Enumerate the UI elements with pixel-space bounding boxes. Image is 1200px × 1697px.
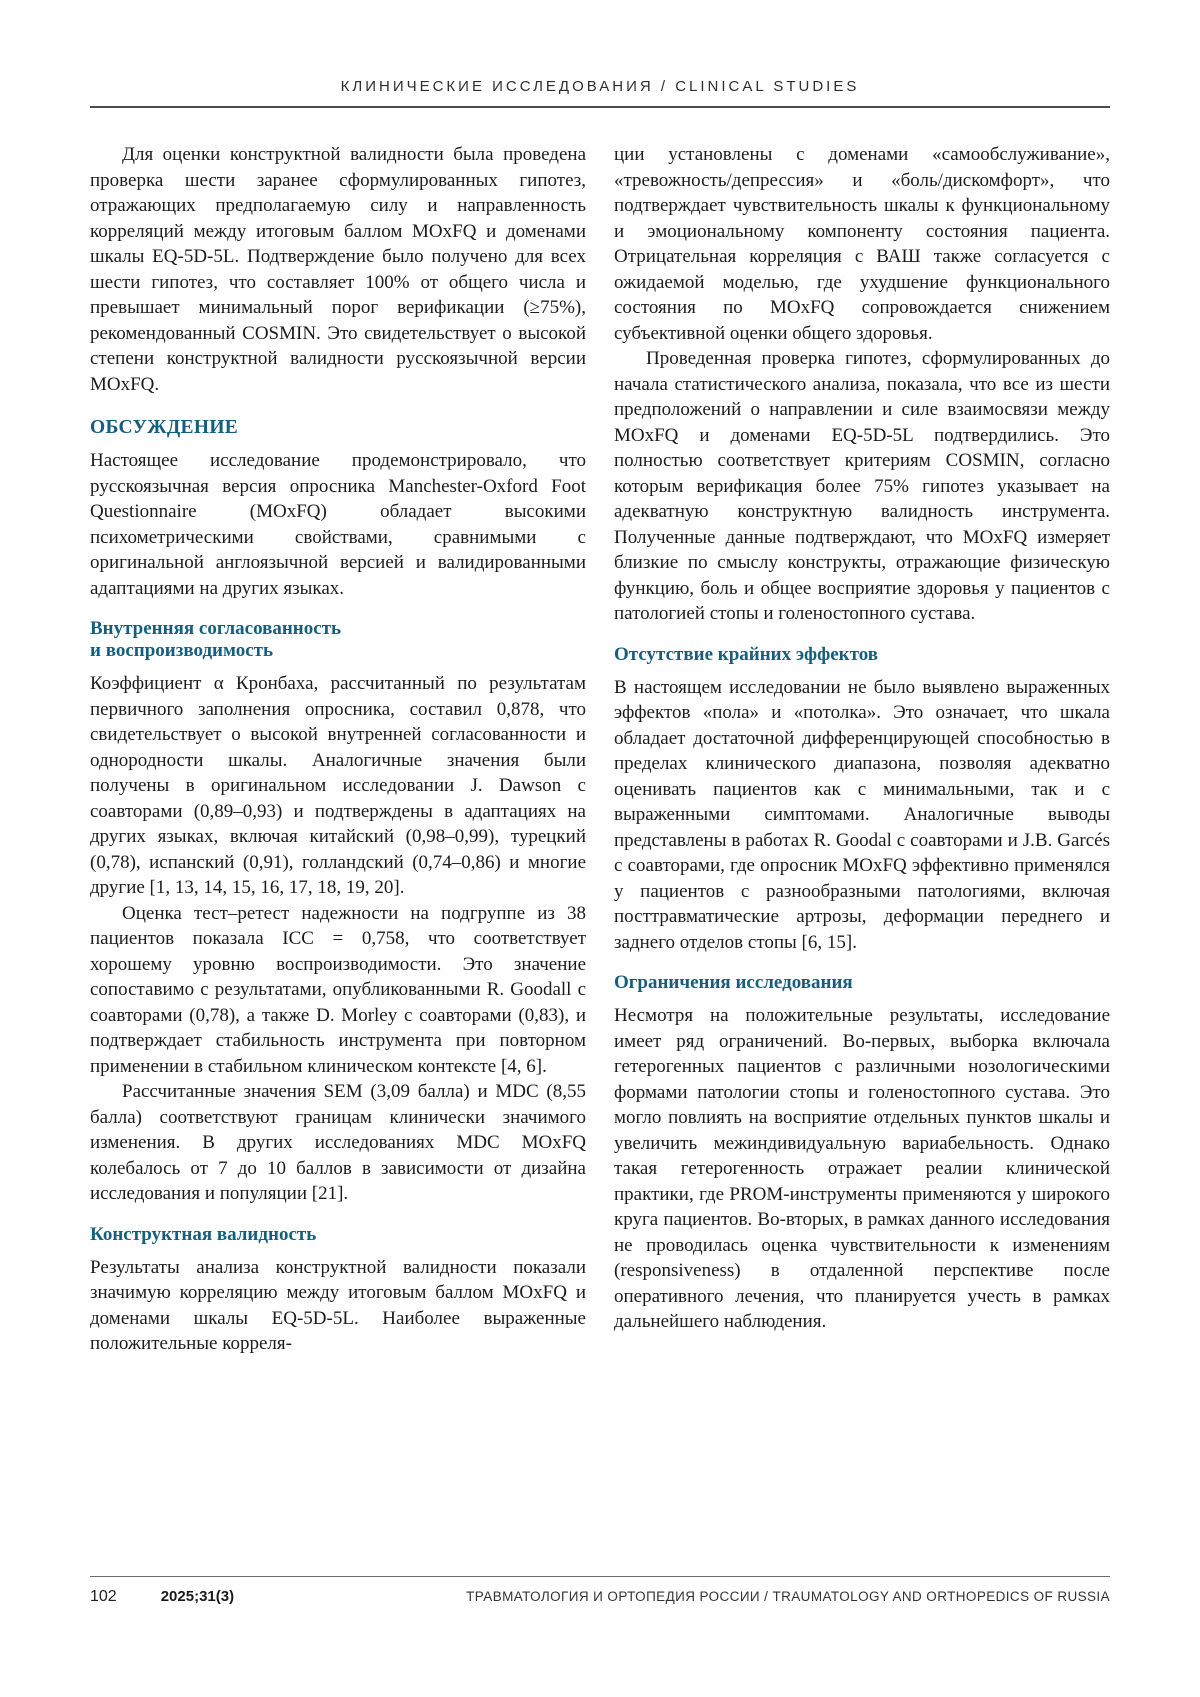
footer-row	[90, 1588, 1110, 1606]
paragraph-test-retest: Оценка тест–ретест надежности на подгруппе из 38 пациентов показала ICC = 0,758, что соответствует хорошему уровню воспроизводимости. Это значение сопоставимо с результатами, опубликованными R. Goodall с соавторами (0,78), а также D. Morley с соавторами (0,83), и подтверждает стабильность инструмента при повторном применении в стабильном клиническом контексте [4, 6].	[90, 902, 586, 1077]
paragraph-discussion-intro: Настоящее исследование продемонстрировало, что русскоязычная версия опросника Manchester-Oxford Foot Questionnaire (MOxFQ) обладает высокими психометрическими свойствами, сравнимыми с оригинальной англоязычной версией и валидированными адаптациями на других языках.	[90, 450, 586, 599]
subheading-construct-validity: Конструктная валидность	[90, 1223, 317, 1245]
section-heading-discussion: ОБСУЖДЕНИЕ	[90, 417, 239, 438]
subheading-floor-ceiling-effects: Отсутствие крайних эффектов	[614, 643, 878, 665]
header-rule	[90, 106, 1110, 108]
paragraph-sem-mdc: Рассчитанные значения SEM (3,09 балла) и MDC (8,55 балла) соответствуют границам клинически значимого изменения. В других исследованиях MDC MOxFQ колебалось от 7 до 10 баллов в зависимости от дизайна исследования и популяции [21].	[90, 1081, 586, 1204]
right-column	[614, 142, 1110, 1357]
paragraph-domain-correlations: ции установлены с доменами «самообслуживание», «тревожность/депрессия» и «боль/дискомфорт», что подтверждает чувствительность шкалы к функциональному и эмоциональному компоненту состояния пациента. Отрицательная корреляция с ВАШ также согласуется с ожидаемой моделью, где ухудшение функционального состояния по MOxFQ сопровождается снижением субъективной оценки общего здоровья.	[614, 144, 1110, 344]
paragraph-construct-validity-results: Результаты анализа конструктной валидности показали значимую корреляцию между итоговым баллом MOxFQ и доменами шкалы EQ-5D-5L. Наиболее выраженные положительные корреля-	[90, 1256, 586, 1354]
footer-rule	[90, 1576, 1110, 1577]
journal-title: ТРАВМАТОЛОГИЯ И ОРТОПЕДИЯ РОССИИ / TRAUMATOLOGY AND ORTHOPEDICS OF RUSSIA	[466, 1589, 1110, 1604]
running-head: КЛИНИЧЕСКИЕ ИССЛЕДОВАНИЯ / CLINICAL STUDIES	[340, 78, 860, 95]
page-footer	[90, 1576, 1110, 1606]
paragraph-hypotheses-cosmin: Проведенная проверка гипотез, сформулированных до начала статистического анализа, показала, что все из шести предположений о направлении и силе взаимосвязи между MOxFQ и доменами EQ-5D-5L подтвердились. Это полностью соответствует критериям COSMIN, согласно которым верификация более 75% гипотез указывает на адекватную конструктную валидность инструмента. Полученные данные подтверждают, что MOxFQ измеряет близкие по смыслу конструкты, отражающие физическую функцию, боль и общее восприятие здоровья у пациентов с патологией стопы и голеностопного сустава.	[614, 348, 1110, 624]
paragraph-study-limitations: Несмотря на положительные результаты, исследование имеет ряд ограничений. Во-первых, выборка включала гетерогенных пациентов с различными нозологическими формами патологии стопы и голеностопного сустава. Это могло повлиять на восприятие отдельных пунктов шкалы и увеличить межиндивидуальную вариабельность. Однако такая гетерогенность отражает реалии клинической практики, где PROM-инструменты применяются у широкого круга пациентов. Во-вторых, в рамках данного исследования не проводилась оценка чувствительности к изменениям (responsiveness) в отдаленной перспективе после оперативного лечения, что планируется учесть в рамках дальнейшего наблюдения.	[614, 1005, 1110, 1332]
left-column	[90, 142, 586, 1357]
paragraph-floor-ceiling-effects: В настоящем исследовании не было выявлено выраженных эффектов «пола» и «потолка». Это означает, что шкала обладает достаточной дифференцирующей способностью в пределах клинического диапазона, позволяя адекватно оценивать пациентов как с минимальными, так и с выраженными симптомами. Аналогичные выводы представлены в работах R. Goodal с соавторами и J.B. Garcés с соавторами, где опросник MOxFQ эффективно применялся у пациентов с разнообразными патологиями, включая посттравматические артрозы, деформации переднего и заднего отделов стопы [6, 15].	[614, 676, 1110, 953]
journal-header	[90, 78, 1110, 108]
subheading-study-limitations: Ограничения исследования	[614, 972, 853, 993]
article-body	[90, 142, 1110, 1357]
subheading-internal-consistency: Внутренняя согласованность и воспроизводимость	[90, 618, 342, 661]
issue-label: 2025;31(3)	[160, 1588, 235, 1605]
paragraph-cronbach-alpha: Коэффициент α Кронбаха, рассчитанный по результатам первичного заполнения опросника, составил 0,878, что свидетельствует о высокой внутренней согласованности и однородности шкалы. Аналогичные значения были получены в оригинальном исследовании J. Dawson с соавторами (0,89–0,93) и подтверждены в адаптациях на других языках, включая китайский (0,98–0,99), турецкий (0,78), испанский (0,91), голландский (0,74–0,86) и многие другие [1, 13, 14, 15, 16, 17, 18, 19, 20].	[90, 673, 586, 898]
page-number: 102	[90, 1588, 117, 1605]
paragraph-hypotheses-verification: Для оценки конструктной валидности была проведена проверка шести заранее сформулированных гипотез, отражающих предполагаемую силу и направленность корреляций между итоговым баллом MOxFQ и доменами шкалы EQ-5D-5L. Подтверждение было получено для всех шести гипотез, что составляет 100% от общего числа и превышает минимальный порог верификации (≥75%), рекомендованный COSMIN. Это свидетельствует о высокой степени конструктной валидности русскоязычной версии MOxFQ.	[90, 144, 586, 395]
